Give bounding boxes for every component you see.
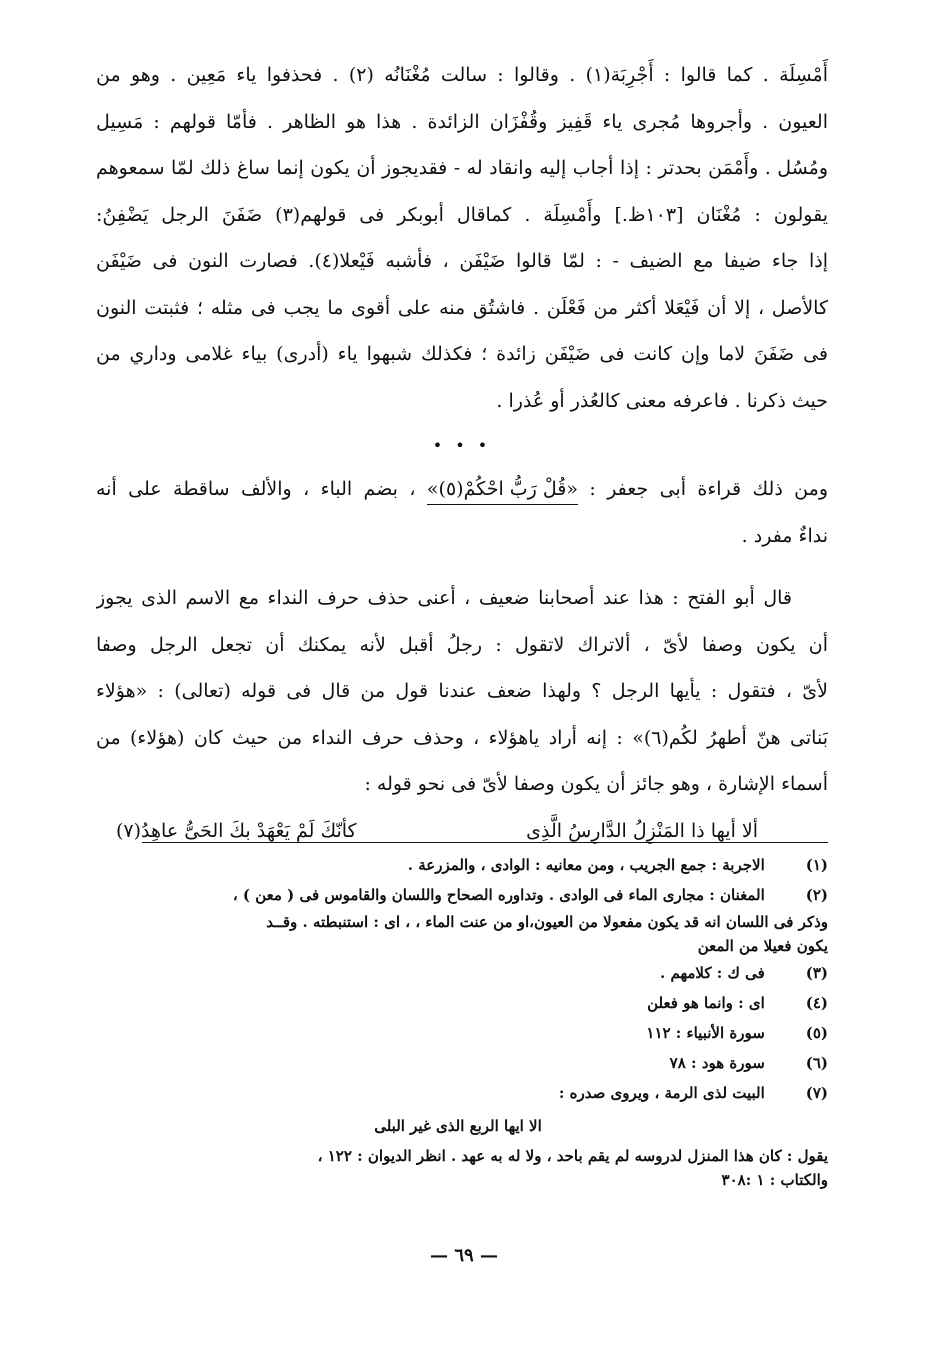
footnote-divider	[142, 842, 828, 843]
footnote-continuation: يقول : كان هذا المنزل لدروسه لم يقم باحد ، ولا له به عهد . انظر الديوان : ١٢٢ ،	[317, 1147, 828, 1165]
text-segment: ، بضم الباء ، والألف ساقطة على أنه	[96, 478, 416, 500]
footnote-item	[88, 850, 828, 880]
text-line: فى ضَفَنَ لاما وإن كانت فى ضَيْفَن زائدة ؛ فكذلك شبهوا ياء (أدرى) بياء غلامى وداري من	[96, 343, 828, 365]
poetry-verse	[96, 808, 828, 855]
footnote-text: البيت لذى الرمة ، ويروى صدره :	[558, 1084, 765, 1102]
footnote-item	[88, 1048, 828, 1078]
text-line: لأىّ ، فتقول : يأيها الرجل ؟ ولهذا ضعف عندنا قول من قال فى قوله (تعالى) : «هؤلاء	[96, 680, 828, 702]
footnote-number: (٤)	[805, 994, 828, 1012]
footnote-text: المغنان : مجارى الماء فى الوادى . وتداوره الصحاح واللسان والقاموس فى ( معن ) ،	[232, 886, 765, 904]
page-number: — ٦٩ —	[430, 1245, 498, 1266]
footnote-item	[88, 1018, 828, 1048]
quran-quote: «قُلْ رَبُّ احْكُمْ(٥)»	[427, 474, 578, 505]
footnote-text: اى : وانما هو فعلن	[647, 994, 765, 1012]
main-text	[96, 52, 828, 854]
footnote-text: فى ك : كلامهم .	[660, 964, 765, 982]
text-line: كالأصل ، إلا أن فَيْعَلا أكثر من فَعْلَن . فاشتُق منه على أقوى ما يجب فى مثله ؛ فثبتت النون	[96, 296, 828, 319]
footnote-number: (٢)	[805, 886, 828, 904]
verse-first-hemistich: ألا أيها ذا المَنْزِلُ الدَّارِسُ الَّذِى	[526, 819, 758, 842]
footnote-verse: الا ايها الربع الذى غير البلى	[374, 1117, 542, 1135]
text-line: نداءٌ مفرد .	[741, 524, 828, 547]
footnote-text: سورة الأنبياء : ١١٢	[646, 1024, 765, 1042]
text-line: أَمْسِلَة . كما قالوا : أَجْرِبَة(١) . وقالوا : سالت مُغْنَانُه (٢) . فحذفوا ياء مَعِين . وهو من	[96, 64, 828, 86]
text-line: إذا جاء ضيفا مع الضيف - : لمّا قالوا ضَيْفَن ، فأشبه فَيْعلا(٤). فصارت النون فى ضَيْفَن	[96, 250, 828, 272]
section-separator: • • •	[432, 436, 492, 455]
footnote-item	[88, 988, 828, 1018]
text-line: قال أبو الفتح : هذا عند أصحابنا ضعيف ، أعنى حذف حرف النداء مع الاسم الذى يجوز	[96, 587, 792, 609]
footnote-text: الاجربة : جمع الجريب ، ومن معانيه : الوادى ، والمزرعة .	[407, 856, 765, 874]
footnote-number: (٣)	[805, 964, 828, 982]
text-line: العيون . وأجروها مُجرى ياء قَفِيز وقُفْزَان الزائدة . هذا هو الظاهر . فأمّا قولهم : مَسِيل	[96, 110, 828, 133]
text-line: ومُسُل . وأَمْمَن بحدتر : إذا أجاب إليه وانقاد له - فقديجوز أن يكون إنما ساغ ذلك لمّا سمعوهم	[96, 157, 828, 179]
text-line: حيث ذكرنا . فاعرفه معنى كالعُذر أو عُذرا .	[496, 389, 828, 412]
footnote-item	[88, 958, 828, 988]
footnotes	[88, 850, 828, 1192]
footnote-continuation: وذكر فى اللسان انه قد يكون مفعولا من العيون،او من عنت الماء ، ، اى : استنبطته . وقــد	[266, 913, 828, 931]
footnote-item	[88, 1078, 828, 1108]
footnote-number: (١)	[805, 856, 828, 874]
footnote-number: (٧)	[805, 1084, 828, 1102]
footnote-item	[88, 880, 828, 910]
text-segment: ومن ذلك قراءة أبى جعفر :	[589, 478, 828, 500]
text-line: يقولون : مُغْنَان [١٠٣ظ.] وأَمْسِلَة . كماقال أبوبكر فى قولهم(٣) ضَفَنَ الرجل يَضْفِنُ:	[96, 203, 828, 226]
footnote-continuation: والكتاب : ١ :٣٠٨	[721, 1171, 828, 1189]
footnote-number: (٥)	[805, 1024, 828, 1042]
footnote-number: (٦)	[805, 1054, 828, 1072]
footnote-text: سورة هود : ٧٨	[669, 1054, 765, 1072]
text-line: أن يكون وصفا لأىّ ، ألاتراك لاتقول : رجلُ أقبل لأنه يمكنك أن تجعل الرجل وصفا	[96, 633, 828, 656]
footnote-continuation: يكون فعيلا من المعن	[697, 937, 828, 955]
text-line: أسماء الإشارة ، وهو جائز أن يكون وصفا لأىّ فى نحو قوله :	[364, 773, 828, 795]
text-line: بَناتى هنّ أطهرُ لكُم(٦)» : إنه أراد ياهؤلاء ، وحذف حرف النداء من حيث كان (هؤلاء) من	[96, 726, 828, 749]
verse-second-hemistich: كأنّكَ لَمْ يَعْهَدْ بكَ الحَىُّ عاهِدُ(٧)	[116, 819, 357, 842]
text-line	[96, 466, 828, 513]
